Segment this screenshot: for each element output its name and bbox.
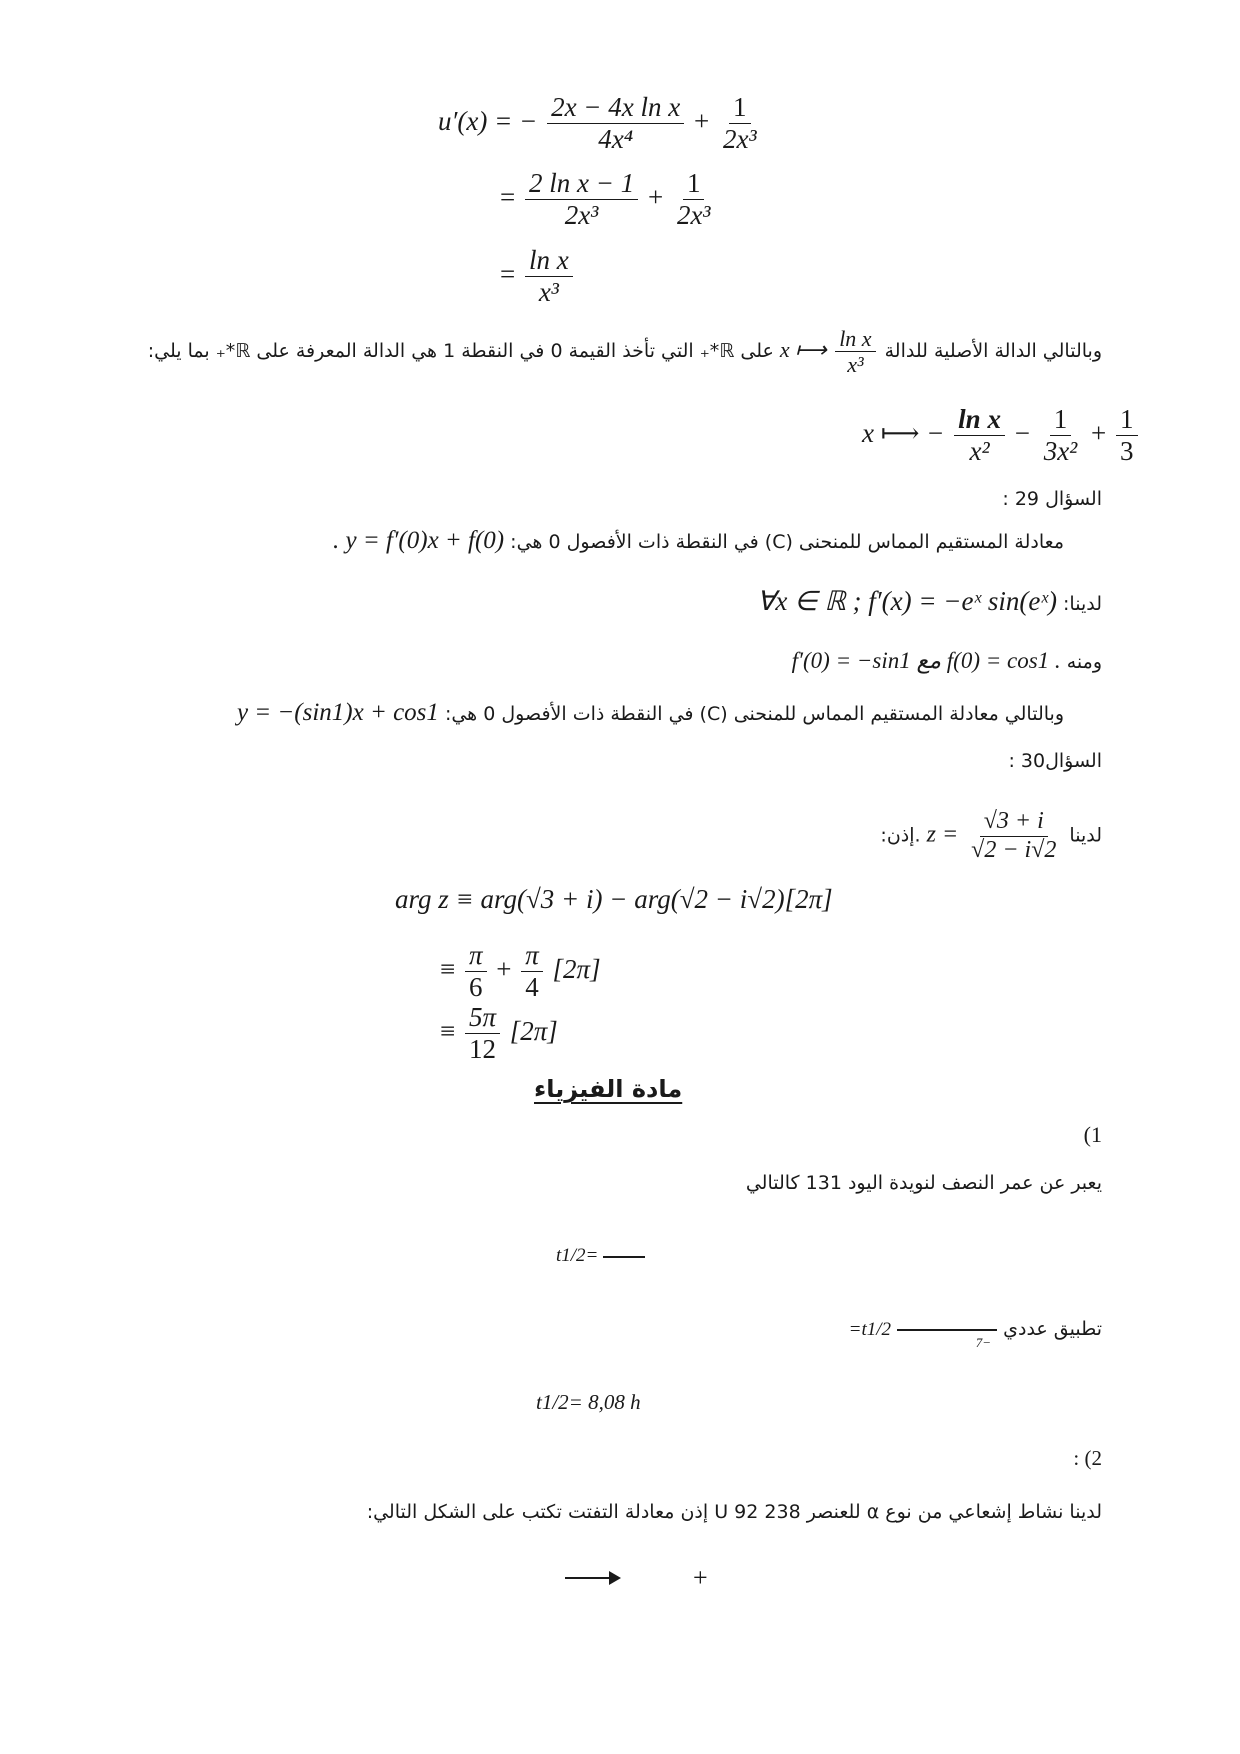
arg-row-3	[440, 1002, 558, 1065]
numeric-fraction-bar	[897, 1329, 997, 1350]
arg-fraction-1	[465, 940, 487, 1003]
halflife-result: t1/2= 8,08 h	[536, 1390, 641, 1414]
q29-line-1-math: . y = f′(0)x + f(0)	[333, 527, 505, 554]
numeric-halflife-symbol: t1/2=	[848, 1319, 892, 1340]
plus-sign: +	[496, 953, 512, 984]
arg-row-1-text: arg z ≡ arg(√3 + i) − arg(√2 − i√2)[2π]	[395, 884, 833, 914]
q29-line-4-math: y = −(sin1)x + cos1	[236, 699, 439, 726]
fraction-numerator: 2x − 4x ln x	[547, 92, 684, 124]
fraction-numerator: ln x	[835, 326, 875, 352]
q29-line-2-math: ∀x ∈ ℝ ; f′(x) = −eˣ sin(eˣ)	[756, 586, 1057, 616]
halflife-formula	[556, 1245, 645, 1267]
q29-line-4-text: وبالتالي معادلة المستقيم المماس للمنحنى (C) في النقطة ذات الأفصول 0 هي:	[444, 703, 1064, 725]
fraction-numerator: 1	[683, 168, 705, 200]
derivative-fraction-5	[525, 245, 573, 308]
arg-fraction-2	[521, 940, 543, 1003]
fraction-numerator: 1	[729, 92, 751, 124]
derivative-row-1	[438, 92, 764, 155]
primitive-result	[862, 404, 1141, 467]
equiv-sign: ≡	[440, 1015, 456, 1046]
plus-sign: +	[647, 181, 664, 212]
q29-line-1	[333, 527, 1064, 555]
arg-row-1	[395, 884, 833, 915]
decay-sentence	[367, 1501, 1102, 1523]
q29-line-2-text: لدينا:	[1063, 593, 1102, 615]
fraction-denominator: x³	[847, 352, 864, 378]
map-variable: x ⟼	[779, 336, 827, 362]
formula-fraction-bar	[603, 1256, 645, 1258]
fraction-numerator: 1	[1116, 404, 1138, 436]
derivative-fraction-1	[547, 92, 684, 155]
halflife-sentence: يعبر عن عمر النصف لنويدة اليود 131 كالتالي	[745, 1172, 1102, 1194]
arg-fraction-3	[465, 1002, 500, 1065]
q29-line-4	[237, 699, 1064, 727]
decay-plus-sign: +	[693, 1563, 708, 1592]
q30-intro	[880, 808, 1102, 864]
z-fraction	[967, 808, 1060, 864]
fraction-numerator: π	[465, 940, 487, 972]
fraction-denominator: 2x³	[722, 124, 757, 155]
result-fraction-2	[1040, 404, 1082, 467]
map-fraction	[835, 326, 875, 378]
plus-sign: +	[694, 105, 710, 136]
reaction-arrow-icon	[565, 1577, 619, 1579]
result-fraction-1	[954, 404, 1005, 467]
derivative-fraction-4	[673, 168, 715, 231]
derivative-lhs: u′(x) = −	[438, 105, 538, 136]
fraction-numerator: ln x	[954, 404, 1005, 436]
physics-title: مادة الفيزياء	[534, 1075, 683, 1103]
fraction-denominator: 3x²	[1043, 436, 1078, 467]
fraction-denominator: 4x⁴	[598, 124, 634, 155]
fraction-numerator: 2 ln x − 1	[525, 168, 638, 200]
primitive-text-end: على ℝ*₊ التي تأخذ القيمة 0 في النقطة 1 هي الدالة المعرفة على ℝ*₊ بما يلي:	[147, 339, 774, 362]
q30-then: .إذن:	[880, 824, 921, 847]
result-fraction-3	[1116, 404, 1138, 467]
fraction-denominator: x³	[538, 277, 559, 308]
fraction-numerator: ln x	[525, 245, 573, 277]
fraction-denominator: x²	[969, 436, 990, 467]
derivative-fraction-2	[719, 92, 761, 155]
physics-item-2: : (2	[1073, 1446, 1102, 1470]
minus-sign: −	[1014, 417, 1030, 448]
fraction-denominator: 2x³	[676, 200, 711, 231]
fraction-denominator: √2 − i√2	[971, 836, 1057, 863]
fraction-numerator: π	[521, 940, 543, 972]
q29-line-3-math: . f(0) = cos1 مع f′(0) = −sin1	[791, 648, 1061, 673]
halflife-symbol: t1/2=	[556, 1245, 599, 1266]
fraction-denominator: 4	[525, 972, 539, 1003]
primitive-map	[780, 326, 879, 378]
fraction-numerator: √3 + i	[980, 808, 1048, 837]
primitive-sentence	[148, 326, 1102, 378]
q29-label: السؤال 29 :	[1002, 488, 1102, 510]
q29-line-3	[792, 648, 1102, 674]
primitive-text-start: وبالتالي الدالة الأصلية للدالة	[884, 339, 1102, 362]
decay-equation	[565, 1563, 708, 1593]
arg-row-2	[440, 940, 601, 1003]
fraction-denominator: 3	[1120, 436, 1134, 467]
equals-sign: =	[500, 181, 516, 212]
numeric-application-label: تطبيق عددي	[1003, 1318, 1102, 1340]
q30-label: السؤال30 :	[1008, 750, 1102, 772]
modulo-2pi: [2π]	[552, 953, 601, 984]
q30-intro-text: لدينا	[1069, 824, 1102, 847]
decay-sentence-text: لدينا نشاط إشعاعي من نوع α للعنصر 238 92 U إذن معادلة التفتت تكتب على الشكل التالي:	[366, 1501, 1102, 1523]
result-prefix: x ⟼ −	[862, 417, 945, 448]
numeric-application	[848, 1318, 1102, 1350]
derivative-row-3	[500, 245, 576, 308]
physics-item-1: (1	[1083, 1122, 1102, 1147]
q29-line-2	[757, 586, 1102, 617]
derivative-row-2	[500, 168, 718, 231]
plus-sign: +	[1091, 417, 1107, 448]
fraction-denominator: 6	[469, 972, 483, 1003]
q30-z-definition	[927, 808, 1064, 864]
q29-line-1-text: معادلة المستقيم المماس للمنحنى (C) في النقطة ذات الأفصول 0 هي:	[510, 531, 1064, 553]
equals-sign: =	[500, 258, 516, 289]
numeric-exponent: −7	[975, 1334, 992, 1350]
fraction-denominator: 2x³	[564, 200, 599, 231]
modulo-2pi: [2π]	[509, 1015, 558, 1046]
derivative-fraction-3	[525, 168, 638, 231]
fraction-numerator: 5π	[465, 1002, 500, 1034]
fraction-denominator: 12	[469, 1034, 496, 1065]
equiv-sign: ≡	[440, 953, 456, 984]
fraction-numerator: 1	[1050, 404, 1072, 436]
z-equals: z =	[926, 821, 959, 848]
q29-line-3-text: ومنه	[1066, 651, 1102, 673]
